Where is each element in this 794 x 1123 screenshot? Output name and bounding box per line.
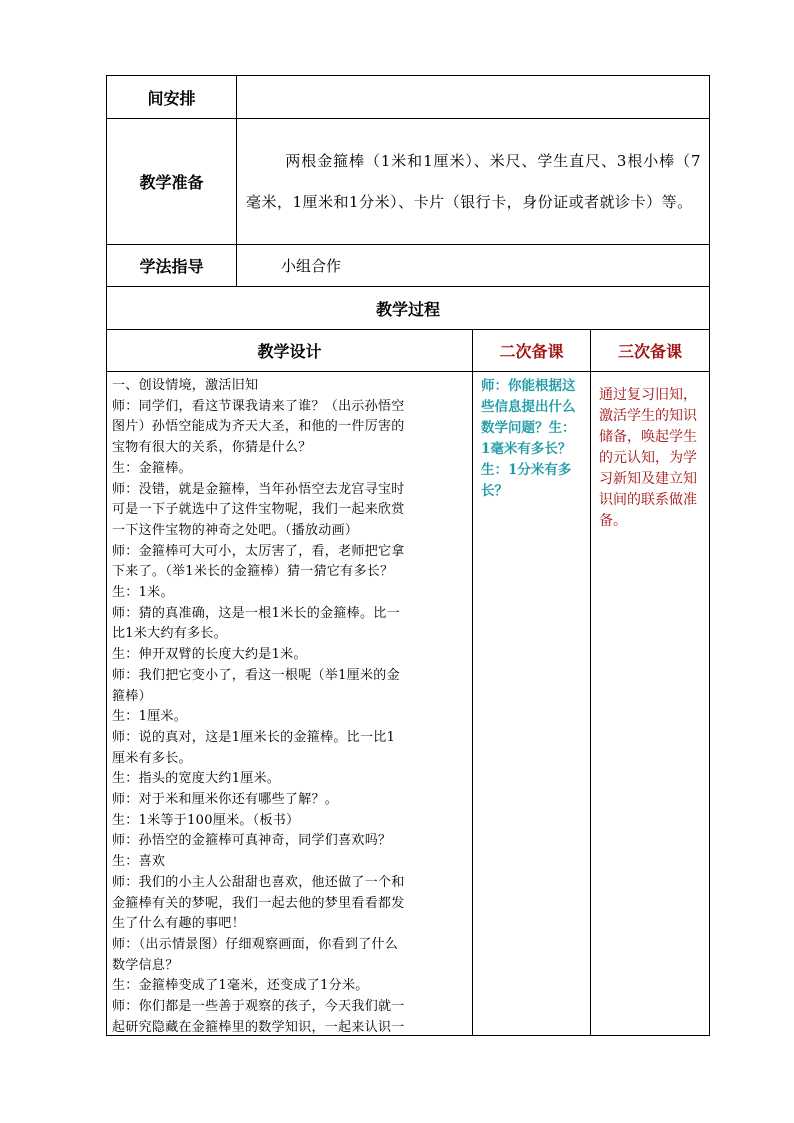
text-line: 师：没错，就是金箍棒，当年孙悟空去龙宫寻宝时 (112, 481, 405, 497)
text-line: 师：猜的真准确，这是一根1米长的金箍棒。比一 (112, 605, 400, 621)
design-cell (107, 372, 473, 1036)
method-cell (237, 245, 710, 287)
text-line: 下来了。（举1米长的金箍棒）猜一猜它有多长？ (112, 564, 394, 580)
time-label: 间安排 (107, 76, 237, 119)
column-header-row (107, 330, 710, 372)
text-line: 生：指头的宽度大约1厘米。 (112, 771, 281, 787)
text-line: 联系做准备。 (599, 492, 697, 529)
text-line: 师：你能根据 (481, 378, 562, 394)
second-prep-text (473, 372, 590, 502)
text-line: 师：（出示情景图）仔细观察画面，你看到了什么 (112, 936, 399, 952)
design-header: 教学设计 (107, 330, 473, 372)
text-line: 师：金箍棒可大可小，太厉害了，看，老师把它拿 (112, 543, 405, 559)
text-line: 识储备，唤起 (599, 408, 697, 445)
text-line: 一下这件宝物的神奇之处吧。（播放动画） (112, 522, 359, 538)
text-line: 起研究隐藏在金箍棒里的数学知识，一起来认识一 (112, 1019, 405, 1035)
preparation-label: 教学准备 (107, 119, 237, 245)
text-line: 生：1米。 (112, 585, 174, 601)
text-line: 数学信息？ (112, 957, 179, 973)
text-line: 可是一下子就选中了这件宝物呢，我们一起来欣赏 (112, 502, 405, 518)
text-line: 激活学生的知 (599, 408, 683, 424)
text-line: 通过复习旧知， (599, 387, 697, 403)
text-line: 为学习新知及 (599, 450, 697, 487)
text-line: 生：金箍棒。 (112, 460, 192, 476)
text-line: 学生的元认知， (599, 429, 697, 466)
time-row (107, 76, 710, 119)
text-line: 长？ (481, 483, 508, 499)
text-line: 师：你们都是一些善于观察的孩子，今天我们就一 (112, 999, 405, 1015)
process-title: 教学过程 (107, 287, 710, 330)
text-line: 生：1厘米。 (112, 709, 188, 725)
text-line: 金箍棒有关的梦呢，我们一起去他的梦里看看都发 (112, 895, 405, 911)
text-line: 生：金箍棒变成了1毫米，还变成了1分米。 (112, 978, 369, 994)
preparation-row (107, 119, 710, 245)
text-line: 师：对于米和厘米你还有哪些了解？。 (112, 792, 339, 808)
second-prep-cell (473, 372, 591, 1036)
lesson-plan-table (106, 75, 710, 1036)
third-prep-text (591, 372, 709, 532)
preparation-text: 两根金箍棒（1米和1厘米）、米尺、学生直尺、3根小棒（7毫米，1厘米和1分米）、卡片（银行卡，身份证或者就诊卡）等。 (246, 151, 702, 211)
content-row (107, 372, 710, 1036)
text-line: 比1米大约有多长。 (112, 626, 227, 642)
preparation-cell (237, 119, 710, 245)
third-prep-cell (591, 372, 710, 1036)
second-prep-header: 二次备课 (473, 330, 591, 372)
text-line: 什么数学问 (481, 399, 576, 436)
text-line: 箍棒） (112, 688, 152, 704)
method-label: 学法指导 (107, 245, 237, 287)
text-line: 生：1米等于100厘米。（板书） (112, 812, 300, 828)
text-line: 图片）孙悟空能成为齐天大圣，和他的一件厉害的 (112, 419, 405, 435)
text-line: 师：孙悟空的金箍棒可真神奇，同学们喜欢吗？ (112, 833, 392, 849)
text-line: 生：1分米有多 (481, 462, 572, 478)
text-line: 师：说的真对，这是1厘米长的金箍棒。比一比1 (112, 729, 396, 745)
method-text: 小组合作 (281, 257, 342, 275)
text-line: 建立知识间的 (599, 471, 697, 508)
text-line: 生：伸开双臂的长度大约是1米。 (112, 647, 307, 663)
text-line: 题？ (521, 420, 549, 436)
method-row (107, 245, 710, 287)
text-line: 师：同学们，看这节课我请来了谁？（出示孙悟空 (112, 398, 405, 414)
text-line: 师：我们的小主人公甜甜也喜欢，他还做了一个和 (112, 874, 405, 890)
text-line: 师：我们把它变小了，看这一根呢（举1厘米的金 (112, 667, 400, 683)
text-line: 这些信息提出 (481, 378, 576, 415)
text-line: 生：喜欢 (112, 854, 166, 870)
text-line: 生了什么有趣的事吧！ (112, 916, 246, 932)
text-line: 一、创设情境，激活旧知 (112, 378, 259, 393)
third-prep-header: 三次备课 (591, 330, 710, 372)
text-line: 生：1毫米有多 (481, 420, 576, 457)
process-row (107, 287, 710, 330)
design-text (107, 372, 472, 1035)
text-line: 长？ (544, 441, 572, 457)
text-line: 厘米有多长。 (112, 750, 192, 766)
time-value (237, 76, 710, 119)
text-line: 宝物有很大的关系，你猜是什么？ (112, 440, 312, 456)
